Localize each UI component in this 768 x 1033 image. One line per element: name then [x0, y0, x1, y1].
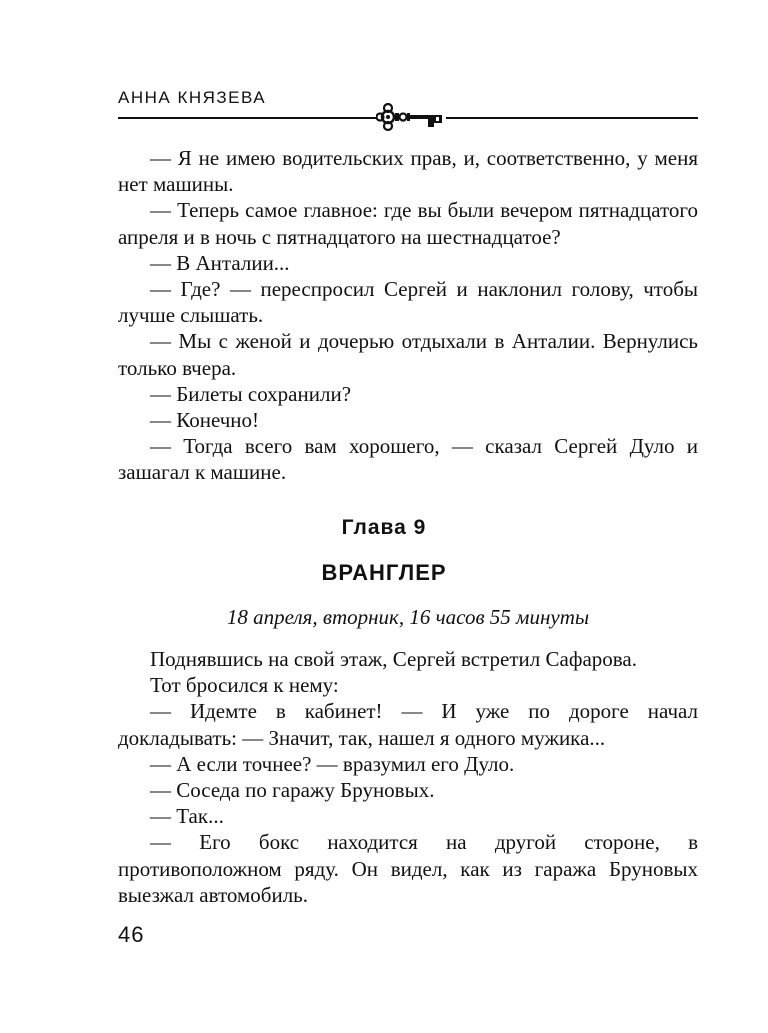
paragraph: — Тогда всего вам хорошего, — сказал Сергей Дуло и зашагал к машине.: [118, 434, 698, 485]
body-text-block-2: [118, 646, 698, 908]
paragraph: — Теперь самое главное: где вы были вечером пятнадцатого апреля и в ночь с пятнадцатого на шестнадцатое?: [118, 198, 698, 249]
paragraph: Тот бросился к нему:: [150, 673, 339, 698]
paragraph: Поднявшись на свой этаж, Сергей встретил Сафарова.: [150, 647, 637, 671]
chapter-dateline: 18 апреля, вторник, 16 часов 55 минуты: [226, 605, 590, 629]
paragraph: — Где? — переспросил Сергей и наклонил голову, чтобы лучше слышать.: [118, 277, 698, 328]
page-number: 46: [118, 922, 145, 947]
paragraph: — Так...: [150, 804, 224, 829]
running-head-author: АННА КНЯЗЕВА: [118, 88, 267, 107]
paragraph: — Его бокс находится на другой стороне, в противоположном ряду. Он видел, как из гаража Бруновых выезжал автомобиль.: [118, 830, 698, 907]
chapter-title: ВРАНГЛЕР: [321, 560, 447, 585]
paragraph: — Соседа по гаражу Бруновых.: [150, 778, 435, 803]
paragraph: — А если точнее? — вразумил его Дуло.: [150, 751, 515, 776]
paragraph: — В Анталии...: [150, 250, 290, 275]
paragraph: — Мы с женой и дочерью отдыхали в Анталии. Вернулись только вчера.: [118, 329, 698, 380]
paragraph: — Идемте в кабинет! — И уже по дороге начал докладывать: — Значит, так, нашел я одного мужика...: [118, 699, 698, 750]
paragraph: — Конечно!: [150, 408, 260, 433]
body-text-block-1: [118, 145, 698, 486]
chapter-number: Глава 9: [341, 516, 427, 539]
paragraph: — Я не имею водительских прав, и, соответственно, у меня нет машины.: [118, 146, 698, 197]
paragraph: — Билеты сохранили?: [150, 381, 352, 406]
key-icon: [376, 102, 446, 132]
